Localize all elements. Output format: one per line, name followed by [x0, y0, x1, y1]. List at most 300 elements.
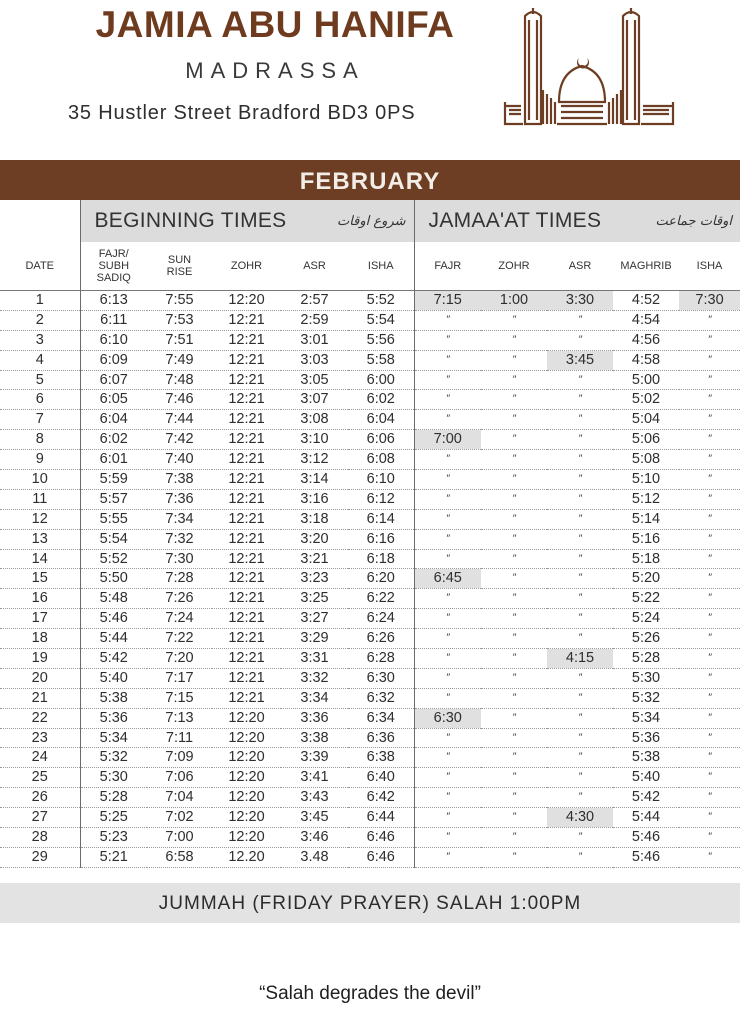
- table-row: [0, 430, 740, 450]
- cell-j-zohr: ”: [481, 847, 547, 867]
- col-jamaat-isha: ISHA: [679, 242, 740, 291]
- cell-date: 8: [0, 430, 80, 450]
- table-row: [0, 470, 740, 490]
- table-row: [0, 688, 740, 708]
- col-jamaat-zohr: ZOHR: [481, 242, 547, 291]
- cell-zohr: 12:21: [212, 450, 281, 470]
- cell-j-maghrib: 5:36: [613, 728, 679, 748]
- cell-j-zohr: ”: [481, 629, 547, 649]
- cell-j-maghrib: 5:46: [613, 828, 679, 848]
- cell-isha: 6:04: [348, 410, 414, 430]
- cell-fajr: 5:40: [80, 668, 147, 688]
- cell-zohr: 12:20: [212, 728, 281, 748]
- cell-j-fajr: ”: [414, 748, 481, 768]
- col-date: DATE: [0, 242, 80, 291]
- cell-sunrise: 7:36: [147, 489, 212, 509]
- cell-isha: 6:06: [348, 430, 414, 450]
- cell-j-maghrib: 5:44: [613, 808, 679, 828]
- col-isha: ISHA: [348, 242, 414, 291]
- cell-date: 10: [0, 470, 80, 490]
- cell-j-isha: ”: [679, 529, 740, 549]
- jamaat-times-label: JAMAA'AT TIMES: [428, 209, 602, 232]
- cell-j-isha: ”: [679, 768, 740, 788]
- cell-date: 19: [0, 649, 80, 669]
- cell-sunrise: 7:00: [147, 828, 212, 848]
- col-fajr-line1: FAJR/: [98, 248, 129, 260]
- cell-j-asr: ”: [547, 708, 613, 728]
- table-row: [0, 549, 740, 569]
- cell-sunrise: 7:44: [147, 410, 212, 430]
- cell-asr: 3:29: [281, 629, 348, 649]
- cell-asr: 3:20: [281, 529, 348, 549]
- cell-zohr: 12:21: [212, 609, 281, 629]
- cell-j-asr: ”: [547, 788, 613, 808]
- cell-zohr: 12:21: [212, 668, 281, 688]
- cell-zohr: 12:21: [212, 410, 281, 430]
- cell-j-maghrib: 5:04: [613, 410, 679, 430]
- col-zohr: ZOHR: [212, 242, 281, 291]
- cell-asr: 3:23: [281, 569, 348, 589]
- cell-sunrise: 7:06: [147, 768, 212, 788]
- cell-j-fajr: ”: [414, 649, 481, 669]
- cell-fajr: 5:59: [80, 470, 147, 490]
- cell-date: 13: [0, 529, 80, 549]
- cell-j-zohr: 1:00: [481, 291, 547, 311]
- cell-fajr: 5:28: [80, 788, 147, 808]
- cell-j-zohr: ”: [481, 649, 547, 669]
- cell-zohr: 12:21: [212, 430, 281, 450]
- cell-j-maghrib: 5:24: [613, 609, 679, 629]
- cell-j-isha: ”: [679, 310, 740, 330]
- cell-j-asr: ”: [547, 589, 613, 609]
- cell-sunrise: 7:20: [147, 649, 212, 669]
- cell-sunrise: 7:40: [147, 450, 212, 470]
- cell-j-asr: ”: [547, 549, 613, 569]
- cell-j-zohr: ”: [481, 828, 547, 848]
- cell-fajr: 6:04: [80, 410, 147, 430]
- cell-date: 9: [0, 450, 80, 470]
- cell-date: 28: [0, 828, 80, 848]
- cell-sunrise: 7:13: [147, 708, 212, 728]
- cell-j-maghrib: 5:38: [613, 748, 679, 768]
- cell-asr: 3:32: [281, 668, 348, 688]
- cell-j-isha: ”: [679, 569, 740, 589]
- cell-j-isha: ”: [679, 708, 740, 728]
- cell-asr: 3:18: [281, 509, 348, 529]
- cell-j-zohr: ”: [481, 330, 547, 350]
- col-fajr-line3: SADIQ: [96, 272, 131, 284]
- table-row: [0, 450, 740, 470]
- cell-asr: 3:08: [281, 410, 348, 430]
- cell-j-asr: 3:45: [547, 350, 613, 370]
- cell-date: 20: [0, 668, 80, 688]
- cell-date: 7: [0, 410, 80, 430]
- cell-j-zohr: ”: [481, 390, 547, 410]
- cell-date: 21: [0, 688, 80, 708]
- cell-fajr: 5:38: [80, 688, 147, 708]
- table-row: [0, 529, 740, 549]
- table-row: [0, 410, 740, 430]
- cell-j-maghrib: 5:18: [613, 549, 679, 569]
- cell-fajr: 5:42: [80, 649, 147, 669]
- cell-j-zohr: ”: [481, 688, 547, 708]
- cell-asr: 3:31: [281, 649, 348, 669]
- table-row: [0, 668, 740, 688]
- cell-j-maghrib: 5:10: [613, 470, 679, 490]
- cell-asr: 3:12: [281, 450, 348, 470]
- cell-j-zohr: ”: [481, 529, 547, 549]
- cell-sunrise: 7:15: [147, 688, 212, 708]
- cell-zohr: 12:21: [212, 649, 281, 669]
- cell-asr: 3:38: [281, 728, 348, 748]
- jamaat-times-urdu: اوقات جماعت: [655, 214, 733, 229]
- cell-j-isha: ”: [679, 668, 740, 688]
- cell-j-maghrib: 4:52: [613, 291, 679, 311]
- cell-j-asr: ”: [547, 390, 613, 410]
- cell-fajr: 5:30: [80, 768, 147, 788]
- cell-j-fajr: ”: [414, 808, 481, 828]
- cell-j-maghrib: 4:54: [613, 310, 679, 330]
- cell-j-zohr: ”: [481, 549, 547, 569]
- cell-sunrise: 7:24: [147, 609, 212, 629]
- cell-zohr: 12:21: [212, 370, 281, 390]
- cell-j-isha: ”: [679, 430, 740, 450]
- cell-date: 12: [0, 509, 80, 529]
- table-row: [0, 350, 740, 370]
- cell-j-zohr: ”: [481, 489, 547, 509]
- table-row: [0, 847, 740, 867]
- cell-j-asr: ”: [547, 728, 613, 748]
- cell-fajr: 5:50: [80, 569, 147, 589]
- cell-zohr: 12:20: [212, 291, 281, 311]
- cell-date: 2: [0, 310, 80, 330]
- cell-isha: 6:00: [348, 370, 414, 390]
- cell-sunrise: 7:46: [147, 390, 212, 410]
- cell-j-isha: ”: [679, 549, 740, 569]
- cell-j-maghrib: 5:16: [613, 529, 679, 549]
- cell-j-isha: ”: [679, 748, 740, 768]
- cell-fajr: 5:34: [80, 728, 147, 748]
- cell-j-asr: ”: [547, 609, 613, 629]
- cell-date: 25: [0, 768, 80, 788]
- cell-j-maghrib: 4:56: [613, 330, 679, 350]
- cell-zohr: 12:21: [212, 350, 281, 370]
- beginning-times-label: BEGINNING TIMES: [94, 209, 287, 232]
- cell-asr: 3:36: [281, 708, 348, 728]
- cell-sunrise: 7:02: [147, 808, 212, 828]
- table-row: [0, 589, 740, 609]
- cell-sunrise: 7:22: [147, 629, 212, 649]
- table-row: [0, 509, 740, 529]
- cell-sunrise: 7:53: [147, 310, 212, 330]
- cell-j-asr: ”: [547, 450, 613, 470]
- cell-zohr: 12:20: [212, 788, 281, 808]
- cell-fajr: 5:46: [80, 609, 147, 629]
- cell-isha: 5:56: [348, 330, 414, 350]
- cell-asr: 3:25: [281, 589, 348, 609]
- cell-date: 5: [0, 370, 80, 390]
- cell-fajr: 6:07: [80, 370, 147, 390]
- cell-j-maghrib: 5:06: [613, 430, 679, 450]
- table-row: [0, 370, 740, 390]
- cell-j-isha: ”: [679, 847, 740, 867]
- cell-j-zohr: ”: [481, 748, 547, 768]
- madrassa-subtitle: MADRASSA: [185, 58, 365, 83]
- cell-isha: 6:16: [348, 529, 414, 549]
- footer-quote: “Salah degrades the devil”: [259, 983, 481, 1004]
- cell-j-fajr: ”: [414, 609, 481, 629]
- cell-fajr: 5:54: [80, 529, 147, 549]
- cell-asr: 2:59: [281, 310, 348, 330]
- cell-j-fajr: ”: [414, 788, 481, 808]
- cell-isha: 6:34: [348, 708, 414, 728]
- table-row: [0, 291, 740, 311]
- cell-isha: 6:38: [348, 748, 414, 768]
- cell-date: 26: [0, 788, 80, 808]
- cell-j-maghrib: 5:00: [613, 370, 679, 390]
- cell-j-fajr: 7:00: [414, 430, 481, 450]
- cell-fajr: 5:57: [80, 489, 147, 509]
- cell-j-zohr: ”: [481, 430, 547, 450]
- cell-isha: 6:14: [348, 509, 414, 529]
- col-jamaat-fajr: FAJR: [414, 242, 481, 291]
- cell-j-fajr: 7:15: [414, 291, 481, 311]
- cell-j-fajr: ”: [414, 410, 481, 430]
- cell-j-isha: ”: [679, 629, 740, 649]
- cell-isha: 6:40: [348, 768, 414, 788]
- cell-j-asr: ”: [547, 629, 613, 649]
- cell-j-asr: ”: [547, 370, 613, 390]
- col-asr: ASR: [281, 242, 348, 291]
- cell-j-isha: ”: [679, 489, 740, 509]
- cell-j-isha: ”: [679, 808, 740, 828]
- cell-asr: 3:45: [281, 808, 348, 828]
- col-jamaat-asr: ASR: [547, 242, 613, 291]
- cell-j-maghrib: 5:34: [613, 708, 679, 728]
- cell-j-maghrib: 5:20: [613, 569, 679, 589]
- cell-j-asr: ”: [547, 569, 613, 589]
- cell-asr: 3:07: [281, 390, 348, 410]
- col-sun-rise: [147, 242, 212, 291]
- cell-date: 15: [0, 569, 80, 589]
- cell-zohr: 12:21: [212, 470, 281, 490]
- cell-j-fajr: ”: [414, 470, 481, 490]
- cell-fajr: 6:10: [80, 330, 147, 350]
- cell-j-asr: ”: [547, 688, 613, 708]
- cell-asr: 3:05: [281, 370, 348, 390]
- cell-j-maghrib: 5:40: [613, 768, 679, 788]
- cell-j-maghrib: 4:58: [613, 350, 679, 370]
- cell-j-asr: ”: [547, 310, 613, 330]
- cell-sunrise: 7:38: [147, 470, 212, 490]
- cell-asr: 3:01: [281, 330, 348, 350]
- cell-sunrise: 7:48: [147, 370, 212, 390]
- cell-isha: 6:02: [348, 390, 414, 410]
- cell-isha: 6:08: [348, 450, 414, 470]
- table-row: [0, 569, 740, 589]
- jummah-banner: JUMMAH (FRIDAY PRAYER) SALAH 1:00PM: [0, 883, 740, 923]
- cell-isha: 6:36: [348, 728, 414, 748]
- cell-j-zohr: ”: [481, 370, 547, 390]
- cell-j-zohr: ”: [481, 450, 547, 470]
- cell-date: 16: [0, 589, 80, 609]
- cell-asr: 3:10: [281, 430, 348, 450]
- cell-isha: 6:22: [348, 589, 414, 609]
- cell-isha: 6:26: [348, 629, 414, 649]
- cell-j-fajr: ”: [414, 668, 481, 688]
- col-fajr-subh-sadiq: [80, 242, 147, 291]
- table-row: [0, 748, 740, 768]
- cell-fajr: 5:21: [80, 847, 147, 867]
- cell-j-fajr: ”: [414, 688, 481, 708]
- col-sun-line1: SUN: [167, 254, 192, 266]
- cell-j-zohr: ”: [481, 768, 547, 788]
- cell-asr: 3:41: [281, 768, 348, 788]
- cell-sunrise: 7:34: [147, 509, 212, 529]
- cell-sunrise: 7:11: [147, 728, 212, 748]
- cell-j-isha: ”: [679, 470, 740, 490]
- cell-asr: 3:27: [281, 609, 348, 629]
- table-row: [0, 788, 740, 808]
- cell-sunrise: 7:04: [147, 788, 212, 808]
- cell-j-asr: ”: [547, 748, 613, 768]
- cell-date: 3: [0, 330, 80, 350]
- madrassa-title: JAMIA ABU HANIFA: [95, 4, 455, 45]
- cell-asr: 3.48: [281, 847, 348, 867]
- cell-j-maghrib: 5:14: [613, 509, 679, 529]
- cell-j-fajr: ”: [414, 509, 481, 529]
- cell-isha: 6:42: [348, 788, 414, 808]
- cell-j-zohr: ”: [481, 569, 547, 589]
- cell-zohr: 12:21: [212, 688, 281, 708]
- cell-date: 1: [0, 291, 80, 311]
- cell-isha: 6:12: [348, 489, 414, 509]
- cell-fajr: 6:05: [80, 390, 147, 410]
- cell-j-asr: ”: [547, 489, 613, 509]
- cell-j-asr: 4:15: [547, 649, 613, 669]
- cell-j-fajr: ”: [414, 390, 481, 410]
- cell-zohr: 12:21: [212, 569, 281, 589]
- cell-j-isha: ”: [679, 410, 740, 430]
- cell-j-fajr: 6:45: [414, 569, 481, 589]
- table-row: [0, 330, 740, 350]
- cell-j-isha: ”: [679, 370, 740, 390]
- group-header-row: [0, 200, 740, 242]
- cell-j-isha: ”: [679, 688, 740, 708]
- cell-sunrise: 7:09: [147, 748, 212, 768]
- cell-asr: 3:21: [281, 549, 348, 569]
- mosque-logo-icon: [503, 6, 675, 128]
- cell-isha: 6:30: [348, 668, 414, 688]
- cell-sunrise: 7:17: [147, 668, 212, 688]
- cell-sunrise: 6:58: [147, 847, 212, 867]
- cell-j-fajr: ”: [414, 330, 481, 350]
- cell-asr: 3:16: [281, 489, 348, 509]
- table-row: [0, 609, 740, 629]
- cell-j-zohr: ”: [481, 310, 547, 330]
- cell-zohr: 12:21: [212, 629, 281, 649]
- table-row: [0, 310, 740, 330]
- cell-j-fajr: 6:30: [414, 708, 481, 728]
- cell-isha: 6:10: [348, 470, 414, 490]
- cell-j-zohr: ”: [481, 350, 547, 370]
- cell-j-asr: ”: [547, 330, 613, 350]
- cell-j-zohr: ”: [481, 410, 547, 430]
- cell-j-zohr: ”: [481, 668, 547, 688]
- cell-isha: 6:18: [348, 549, 414, 569]
- cell-date: 11: [0, 489, 80, 509]
- cell-j-maghrib: 5:02: [613, 390, 679, 410]
- cell-isha: 6:46: [348, 828, 414, 848]
- cell-j-asr: ”: [547, 668, 613, 688]
- cell-zohr: 12:21: [212, 489, 281, 509]
- cell-isha: 6:20: [348, 569, 414, 589]
- cell-j-fajr: ”: [414, 589, 481, 609]
- cell-date: 18: [0, 629, 80, 649]
- cell-zohr: 12.20: [212, 847, 281, 867]
- table-row: [0, 708, 740, 728]
- cell-j-isha: ”: [679, 450, 740, 470]
- cell-j-isha: ”: [679, 649, 740, 669]
- cell-asr: 3:14: [281, 470, 348, 490]
- cell-j-maghrib: 5:28: [613, 649, 679, 669]
- cell-fajr: 6:09: [80, 350, 147, 370]
- month-band: FEBRUARY: [0, 160, 740, 200]
- cell-sunrise: 7:26: [147, 589, 212, 609]
- table-row: [0, 649, 740, 669]
- cell-zohr: 12:20: [212, 748, 281, 768]
- cell-zohr: 12:21: [212, 330, 281, 350]
- cell-isha: 6:44: [348, 808, 414, 828]
- cell-fajr: 5:52: [80, 549, 147, 569]
- prayer-timetable: [0, 200, 740, 868]
- cell-j-fajr: ”: [414, 728, 481, 748]
- cell-j-fajr: ”: [414, 629, 481, 649]
- cell-j-zohr: ”: [481, 788, 547, 808]
- cell-j-asr: ”: [547, 470, 613, 490]
- cell-fajr: 5:44: [80, 629, 147, 649]
- table-row: [0, 390, 740, 410]
- cell-j-fajr: ”: [414, 549, 481, 569]
- cell-j-zohr: ”: [481, 509, 547, 529]
- column-header-row: [0, 242, 740, 291]
- cell-j-asr: 3:30: [547, 291, 613, 311]
- cell-j-fajr: ”: [414, 847, 481, 867]
- cell-zohr: 12:21: [212, 310, 281, 330]
- cell-j-asr: ”: [547, 768, 613, 788]
- cell-asr: 3:34: [281, 688, 348, 708]
- cell-j-isha: ”: [679, 828, 740, 848]
- cell-j-isha: ”: [679, 350, 740, 370]
- cell-fajr: 6:13: [80, 291, 147, 311]
- cell-sunrise: 7:55: [147, 291, 212, 311]
- cell-fajr: 6:02: [80, 430, 147, 450]
- cell-zohr: 12:21: [212, 529, 281, 549]
- cell-asr: 3:43: [281, 788, 348, 808]
- jamaat-times-header: [414, 200, 740, 242]
- cell-j-isha: ”: [679, 609, 740, 629]
- cell-j-zohr: ”: [481, 728, 547, 748]
- cell-j-fajr: ”: [414, 529, 481, 549]
- cell-j-maghrib: 5:22: [613, 589, 679, 609]
- cell-j-isha: ”: [679, 589, 740, 609]
- cell-isha: 6:46: [348, 847, 414, 867]
- cell-zohr: 12:20: [212, 808, 281, 828]
- cell-zohr: 12:20: [212, 828, 281, 848]
- cell-j-maghrib: 5:08: [613, 450, 679, 470]
- cell-sunrise: 7:49: [147, 350, 212, 370]
- cell-date: 29: [0, 847, 80, 867]
